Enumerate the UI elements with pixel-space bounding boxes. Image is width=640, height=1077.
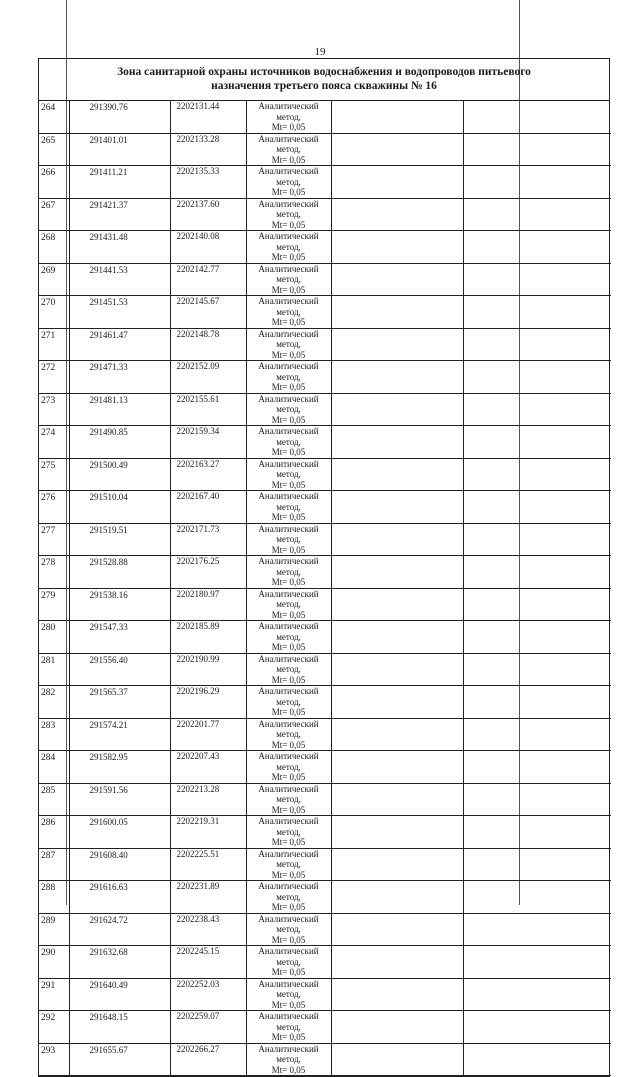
point-number: 284 <box>39 751 69 784</box>
point-number: 273 <box>39 393 69 426</box>
empty-cell <box>463 783 611 816</box>
coord-x: 291640.49 <box>69 978 170 1011</box>
method-cell <box>246 588 331 621</box>
table-row <box>39 523 611 556</box>
table-row <box>39 491 611 524</box>
coord-y: 2202133.28 <box>170 133 246 166</box>
coord-x: 291632.68 <box>69 946 170 979</box>
empty-cell <box>331 816 463 849</box>
method-cell <box>246 101 331 133</box>
empty-cell <box>463 751 611 784</box>
point-number: 270 <box>39 296 69 329</box>
coord-y: 2202219.31 <box>170 816 246 849</box>
point-number: 271 <box>39 328 69 361</box>
method-cell <box>246 718 331 751</box>
coord-x: 291390.76 <box>69 101 170 133</box>
method-line-2: Mt= 0,05 <box>271 739 306 750</box>
coord-x: 291451.53 <box>69 296 170 329</box>
method-line-1: Аналитический метод, <box>258 198 319 219</box>
empty-cell <box>463 588 611 621</box>
coord-y: 2202180.97 <box>170 588 246 621</box>
empty-cell <box>463 231 611 264</box>
empty-cell <box>463 978 611 1011</box>
method-cell <box>246 816 331 849</box>
coord-y: 2202167.40 <box>170 491 246 524</box>
coord-x: 291528.88 <box>69 556 170 589</box>
method-cell <box>246 426 331 459</box>
method-line-1: Аналитический метод, <box>258 458 319 479</box>
coord-y: 2202231.89 <box>170 881 246 914</box>
coord-x: 291648.15 <box>69 1011 170 1044</box>
empty-cell <box>463 816 611 849</box>
method-cell <box>246 881 331 914</box>
empty-cell <box>463 1043 611 1076</box>
empty-cell <box>331 198 463 231</box>
method-line-2: Mt= 0,05 <box>271 122 306 132</box>
coord-x: 291471.33 <box>69 361 170 394</box>
empty-cell <box>331 751 463 784</box>
point-number: 285 <box>39 783 69 816</box>
table-row <box>39 848 611 881</box>
point-number: 269 <box>39 263 69 296</box>
table-row <box>39 328 611 361</box>
empty-cell <box>463 523 611 556</box>
empty-cell <box>463 491 611 524</box>
coord-x: 291500.49 <box>69 458 170 491</box>
point-number: 276 <box>39 491 69 524</box>
coordinates-table-body <box>39 101 611 1076</box>
point-number: 272 <box>39 361 69 394</box>
coord-x: 291538.16 <box>69 588 170 621</box>
coord-x: 291624.72 <box>69 913 170 946</box>
method-line-1: Аналитический метод, <box>258 133 319 154</box>
empty-cell <box>463 556 611 589</box>
method-cell <box>246 751 331 784</box>
coord-x: 291574.21 <box>69 718 170 751</box>
coord-x: 291608.40 <box>69 848 170 881</box>
method-line-2: Mt= 0,05 <box>271 707 306 717</box>
empty-cell <box>331 913 463 946</box>
method-cell <box>246 556 331 589</box>
table-row <box>39 426 611 459</box>
empty-cell <box>331 783 463 816</box>
point-number: 282 <box>39 686 69 719</box>
method-line-1: Аналитический метод, <box>258 1011 319 1032</box>
point-number: 291 <box>39 978 69 1011</box>
method-line-2: Mt= 0,05 <box>271 902 306 912</box>
method-line-1: Аналитический метод, <box>258 621 319 642</box>
coordinates-table <box>39 101 611 1076</box>
method-line-2: Mt= 0,05 <box>271 219 306 230</box>
empty-cell <box>331 588 463 621</box>
empty-cell <box>331 328 463 361</box>
empty-cell <box>331 946 463 979</box>
method-line-1: Аналитический метод, <box>258 231 319 252</box>
coord-y: 2202171.73 <box>170 523 246 556</box>
table-row <box>39 101 611 133</box>
method-cell <box>246 231 331 264</box>
method-line-2: Mt= 0,05 <box>271 869 306 880</box>
point-number: 279 <box>39 588 69 621</box>
method-cell <box>246 296 331 329</box>
empty-cell <box>331 458 463 491</box>
coord-x: 291616.63 <box>69 881 170 914</box>
empty-cell <box>331 621 463 654</box>
method-line-1: Аналитический метод, <box>258 946 319 967</box>
table-row <box>39 978 611 1011</box>
method-cell <box>246 198 331 231</box>
method-line-1: Аналитический метод, <box>258 783 319 804</box>
point-number: 288 <box>39 881 69 914</box>
empty-cell <box>331 718 463 751</box>
empty-cell <box>463 913 611 946</box>
coord-x: 291481.13 <box>69 393 170 426</box>
point-number: 292 <box>39 1011 69 1044</box>
table-row <box>39 1011 611 1044</box>
table-row <box>39 1043 611 1076</box>
method-cell <box>246 491 331 524</box>
empty-cell <box>463 133 611 166</box>
table-row <box>39 361 611 394</box>
table-row <box>39 231 611 264</box>
coord-y: 2202137.60 <box>170 198 246 231</box>
coord-y: 2202159.34 <box>170 426 246 459</box>
method-line-2: Mt= 0,05 <box>271 999 306 1010</box>
empty-cell <box>463 653 611 686</box>
empty-cell <box>463 881 611 914</box>
method-line-1: Аналитический метод, <box>258 588 319 609</box>
coord-x: 291490.85 <box>69 426 170 459</box>
empty-cell <box>463 946 611 979</box>
empty-cell <box>463 426 611 459</box>
coord-x: 291519.51 <box>69 523 170 556</box>
method-cell <box>246 946 331 979</box>
empty-cell <box>463 621 611 654</box>
method-cell <box>246 523 331 556</box>
method-cell <box>246 458 331 491</box>
coord-y: 2202266.27 <box>170 1043 246 1076</box>
point-number: 266 <box>39 166 69 199</box>
table-row <box>39 653 611 686</box>
coord-y: 2202135.33 <box>170 166 246 199</box>
table-row <box>39 816 611 849</box>
table-row <box>39 588 611 621</box>
empty-cell <box>331 166 463 199</box>
method-line-2: Mt= 0,05 <box>271 154 306 165</box>
coord-y: 2202145.67 <box>170 296 246 329</box>
method-line-2: Mt= 0,05 <box>271 479 306 490</box>
method-line-1: Аналитический метод, <box>258 361 319 382</box>
table-row <box>39 296 611 329</box>
point-number: 267 <box>39 198 69 231</box>
point-number: 280 <box>39 621 69 654</box>
empty-cell <box>331 426 463 459</box>
method-cell <box>246 686 331 719</box>
table-row <box>39 783 611 816</box>
point-number: 289 <box>39 913 69 946</box>
empty-cell <box>463 101 611 133</box>
method-line-2: Mt= 0,05 <box>271 837 306 847</box>
empty-cell <box>463 718 611 751</box>
method-cell <box>246 263 331 296</box>
method-cell <box>246 978 331 1011</box>
heading-line-1: Зона санитарной охраны источников водоснабжения и водопроводов питьевого <box>117 66 531 78</box>
method-line-1: Аналитический метод, <box>258 263 319 284</box>
table-row <box>39 751 611 784</box>
empty-cell <box>463 296 611 329</box>
method-line-2: Mt= 0,05 <box>271 447 306 457</box>
empty-cell <box>463 166 611 199</box>
empty-cell <box>331 556 463 589</box>
coord-y: 2202259.07 <box>170 1011 246 1044</box>
method-line-2: Mt= 0,05 <box>271 317 306 327</box>
method-line-2: Mt= 0,05 <box>271 577 306 587</box>
coord-y: 2202155.61 <box>170 393 246 426</box>
coord-y: 2202131.44 <box>170 101 246 133</box>
table-row <box>39 166 611 199</box>
coord-x: 291556.40 <box>69 653 170 686</box>
point-number: 264 <box>39 101 69 133</box>
method-line-1: Аналитический метод, <box>258 751 319 772</box>
method-line-2: Mt= 0,05 <box>271 609 306 620</box>
empty-cell <box>331 491 463 524</box>
method-line-1: Аналитический метод, <box>258 328 319 349</box>
coord-y: 2202196.29 <box>170 686 246 719</box>
coord-y: 2202142.77 <box>170 263 246 296</box>
method-line-2: Mt= 0,05 <box>271 1032 306 1042</box>
point-number: 283 <box>39 718 69 751</box>
empty-cell <box>331 296 463 329</box>
empty-cell <box>331 1011 463 1044</box>
empty-cell <box>331 263 463 296</box>
empty-cell <box>331 686 463 719</box>
empty-cell <box>331 978 463 1011</box>
method-cell <box>246 783 331 816</box>
method-cell <box>246 328 331 361</box>
table-row <box>39 458 611 491</box>
empty-cell <box>331 653 463 686</box>
method-line-1: Аналитический метод, <box>258 913 319 934</box>
method-line-1: Аналитический метод, <box>258 686 319 707</box>
method-cell <box>246 166 331 199</box>
empty-cell <box>331 881 463 914</box>
empty-cell <box>331 133 463 166</box>
method-line-2: Mt= 0,05 <box>271 967 306 977</box>
table-row <box>39 881 611 914</box>
method-line-2: Mt= 0,05 <box>271 934 306 945</box>
table-row <box>39 198 611 231</box>
heading-line-2: назначения третьего пояса скважины № 16 <box>211 80 437 92</box>
method-cell <box>246 1011 331 1044</box>
method-line-2: Mt= 0,05 <box>271 382 306 392</box>
empty-cell <box>331 101 463 133</box>
coord-y: 2202225.51 <box>170 848 246 881</box>
coord-y: 2202176.25 <box>170 556 246 589</box>
method-line-2: Mt= 0,05 <box>271 1064 306 1075</box>
empty-cell <box>331 523 463 556</box>
method-line-1: Аналитический метод, <box>258 101 319 122</box>
method-line-1: Аналитический метод, <box>258 296 319 317</box>
coord-x: 291600.05 <box>69 816 170 849</box>
coord-x: 291591.56 <box>69 783 170 816</box>
method-line-1: Аналитический метод, <box>258 426 319 447</box>
coord-y: 2202163.27 <box>170 458 246 491</box>
page-number: 19 <box>314 46 326 58</box>
method-cell <box>246 621 331 654</box>
table-row <box>39 393 611 426</box>
empty-cell <box>463 458 611 491</box>
method-line-2: Mt= 0,05 <box>271 187 306 197</box>
empty-cell <box>331 848 463 881</box>
point-number: 290 <box>39 946 69 979</box>
empty-cell <box>463 848 611 881</box>
coord-y: 2202140.08 <box>170 231 246 264</box>
empty-cell <box>463 686 611 719</box>
empty-cell <box>331 231 463 264</box>
coord-x: 291582.95 <box>69 751 170 784</box>
point-number: 268 <box>39 231 69 264</box>
empty-cell <box>463 361 611 394</box>
table-row <box>39 263 611 296</box>
method-cell <box>246 1043 331 1076</box>
coord-x: 291565.37 <box>69 686 170 719</box>
method-line-2: Mt= 0,05 <box>271 642 306 652</box>
empty-cell <box>463 393 611 426</box>
method-line-2: Mt= 0,05 <box>271 804 306 815</box>
method-line-2: Mt= 0,05 <box>271 512 306 522</box>
table-row <box>39 556 611 589</box>
table-row <box>39 718 611 751</box>
method-line-1: Аналитический метод, <box>258 556 319 577</box>
point-number: 286 <box>39 816 69 849</box>
method-cell <box>246 848 331 881</box>
method-line-1: Аналитический метод, <box>258 393 319 414</box>
coord-x: 291441.53 <box>69 263 170 296</box>
empty-cell <box>463 328 611 361</box>
coord-x: 291431.48 <box>69 231 170 264</box>
coord-y: 2202185.89 <box>170 621 246 654</box>
method-line-1: Аналитический метод, <box>258 166 319 187</box>
empty-cell <box>463 263 611 296</box>
coord-y: 2202213.28 <box>170 783 246 816</box>
method-line-1: Аналитический метод, <box>258 848 319 869</box>
method-line-2: Mt= 0,05 <box>271 252 306 262</box>
method-line-2: Mt= 0,05 <box>271 544 306 555</box>
empty-cell <box>463 1011 611 1044</box>
method-line-2: Mt= 0,05 <box>271 284 306 295</box>
table-row <box>39 686 611 719</box>
coord-x: 291655.67 <box>69 1043 170 1076</box>
coord-x: 291421.37 <box>69 198 170 231</box>
method-line-2: Mt= 0,05 <box>271 772 306 782</box>
method-line-1: Аналитический метод, <box>258 653 319 674</box>
table-row <box>39 913 611 946</box>
point-number: 265 <box>39 133 69 166</box>
method-cell <box>246 361 331 394</box>
coord-x: 291401.01 <box>69 133 170 166</box>
coord-y: 2202190.99 <box>170 653 246 686</box>
method-line-1: Аналитический метод, <box>258 1043 319 1064</box>
coord-y: 2202152.09 <box>170 361 246 394</box>
point-number: 281 <box>39 653 69 686</box>
method-line-2: Mt= 0,05 <box>271 414 306 425</box>
point-number: 278 <box>39 556 69 589</box>
coordinates-sheet <box>38 58 610 1077</box>
method-cell <box>246 913 331 946</box>
coord-x: 291510.04 <box>69 491 170 524</box>
method-line-2: Mt= 0,05 <box>271 349 306 360</box>
point-number: 274 <box>39 426 69 459</box>
coord-y: 2202148.78 <box>170 328 246 361</box>
method-cell <box>246 133 331 166</box>
method-line-2: Mt= 0,05 <box>271 674 306 685</box>
coord-y: 2202238.43 <box>170 913 246 946</box>
method-line-1: Аналитический метод, <box>258 978 319 999</box>
coord-y: 2202252.03 <box>170 978 246 1011</box>
empty-cell <box>331 393 463 426</box>
empty-cell <box>331 361 463 394</box>
coord-y: 2202245.15 <box>170 946 246 979</box>
coord-x: 291547.33 <box>69 621 170 654</box>
coord-x: 291461.47 <box>69 328 170 361</box>
table-row <box>39 621 611 654</box>
method-line-1: Аналитический метод, <box>258 718 319 739</box>
point-number: 277 <box>39 523 69 556</box>
method-cell <box>246 653 331 686</box>
method-line-1: Аналитический метод, <box>258 523 319 544</box>
coord-y: 2202201.77 <box>170 718 246 751</box>
point-number: 287 <box>39 848 69 881</box>
method-line-1: Аналитический метод, <box>258 881 319 902</box>
coord-x: 291411.21 <box>69 166 170 199</box>
method-line-1: Аналитический метод, <box>258 491 319 512</box>
table-heading <box>39 59 609 101</box>
empty-cell <box>331 1043 463 1076</box>
point-number: 293 <box>39 1043 69 1076</box>
method-line-1: Аналитический метод, <box>258 816 319 837</box>
table-row <box>39 946 611 979</box>
method-cell <box>246 393 331 426</box>
point-number: 275 <box>39 458 69 491</box>
coord-y: 2202207.43 <box>170 751 246 784</box>
empty-cell <box>463 198 611 231</box>
table-row <box>39 133 611 166</box>
